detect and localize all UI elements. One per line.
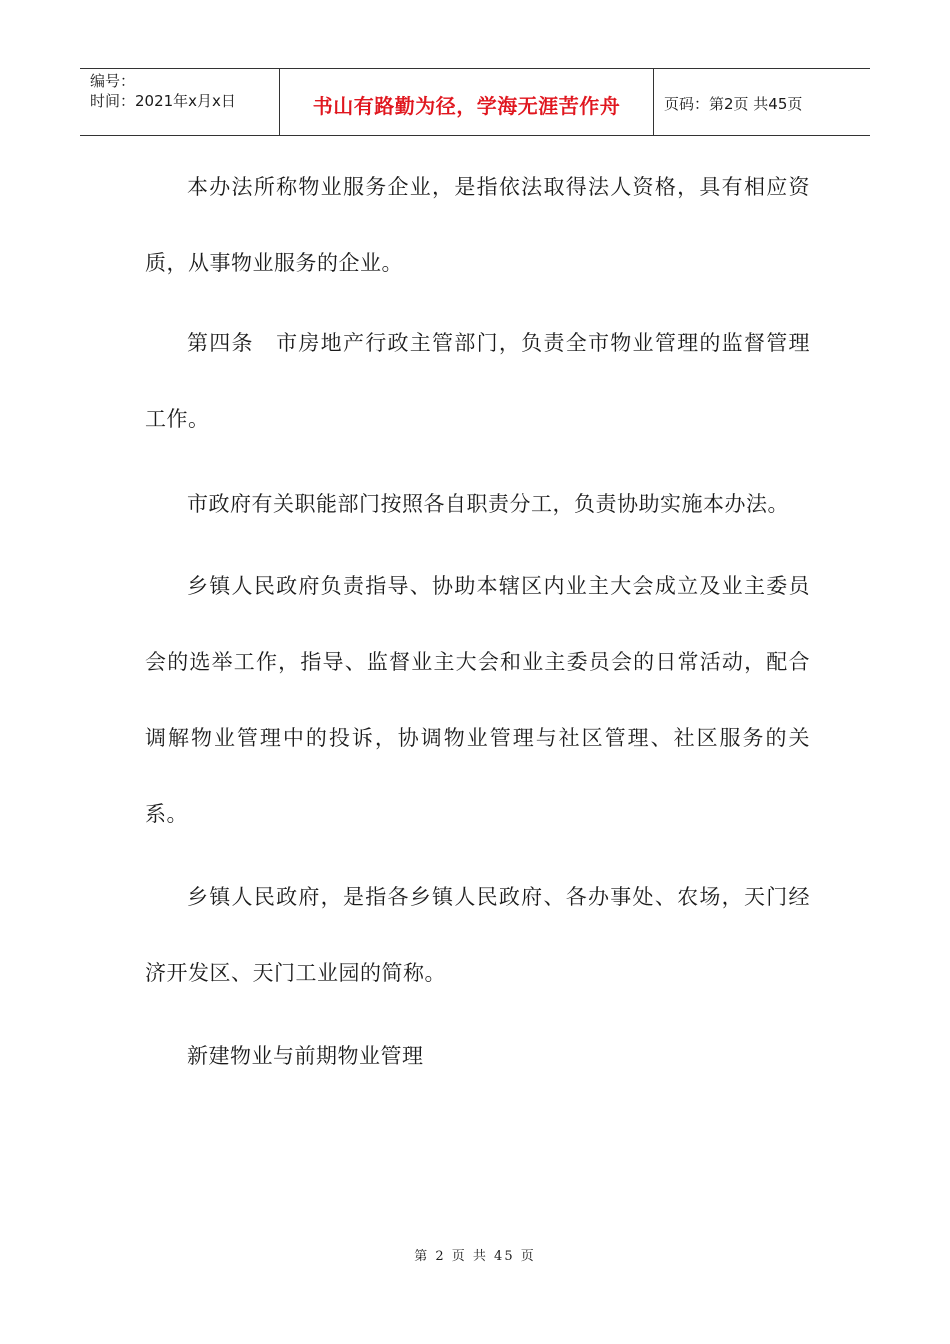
header-motto: 书山有路勤为径，学海无涯苦作舟 (280, 69, 654, 135)
paragraph-government-departments: 市政府有关职能部门按照各自职责分工，负责协助实施本办法。 (187, 492, 789, 516)
paragraph-township-duties: 乡镇人民政府负责指导、协助本辖区内业主大会成立及业主委员会的选举工作，指导、监督业主大会和业主委员会的日常活动，配合调解物业管理中的投诉，协调物业管理与社区管理、社区服务的关系。 (145, 574, 810, 826)
section-heading-new-property: 新建物业与前期物业管理 (187, 1044, 424, 1068)
page-header (80, 68, 870, 136)
document-time-label: 时间：2021年x月x日 (90, 92, 236, 110)
page-footer: 第 2 页 共 45 页 (414, 1249, 536, 1264)
header-meta (80, 69, 280, 135)
document-number-label: 编号： (90, 72, 136, 90)
paragraph-property-company-definition: 本办法所称物业服务企业，是指依法取得法人资格，具有相应资质，从事物业服务的企业。 (145, 175, 810, 275)
paragraph-article-four: 第四条 市房地产行政主管部门，负责全市物业管理的监督管理工作。 (145, 331, 810, 431)
paragraph-township-definition: 乡镇人民政府，是指各乡镇人民政府、各办事处、农场，天门经济开发区、天门工业园的简称。 (145, 885, 810, 985)
header-page-info: 页码：第2页 共45页 (664, 94, 803, 113)
